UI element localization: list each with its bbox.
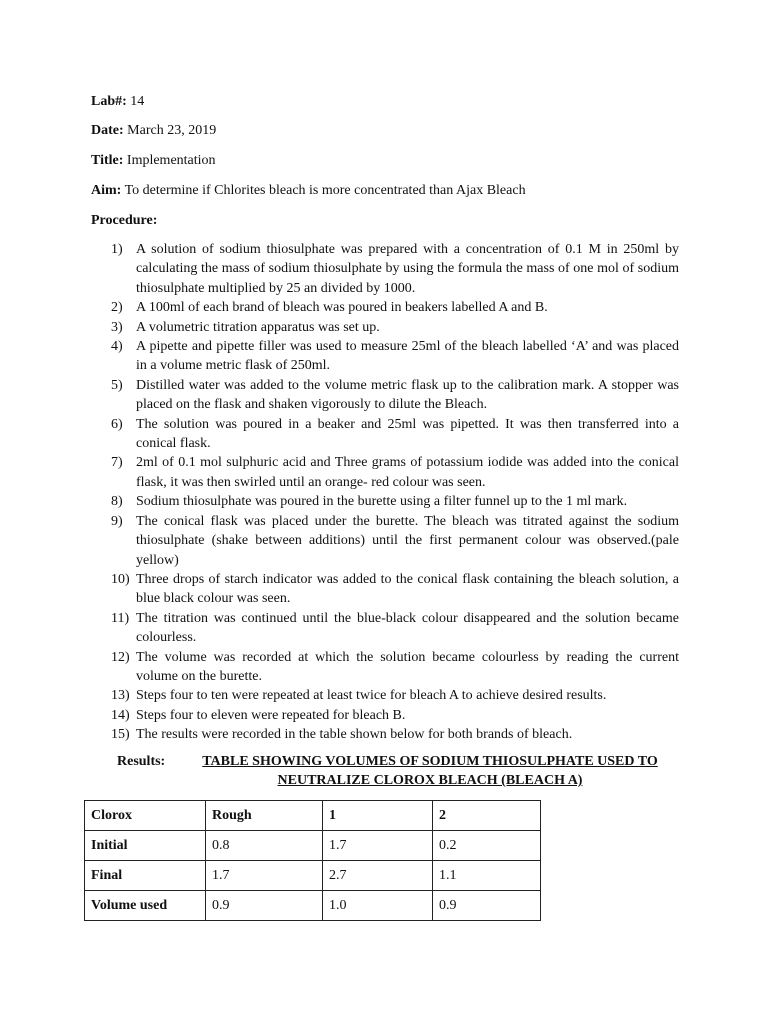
title-value: Implementation [126, 153, 216, 168]
procedure-step [91, 609, 679, 648]
step-text: Three drops of starch indicator was added to the conical flask containing the bleach solution, a blue black colour was seen. [136, 571, 679, 607]
table-cell: 1.7 [206, 861, 323, 891]
results-table [84, 800, 541, 921]
table-cell: 0.2 [433, 831, 541, 861]
step-text: The results were recorded in the table shown below for both brands of bleach. [136, 727, 573, 743]
aim-label: Aim: [91, 183, 122, 198]
table-row [85, 861, 541, 891]
table-cell: 1.0 [323, 891, 433, 921]
table-cell: 2.7 [323, 861, 433, 891]
step-number: 2) [111, 300, 123, 316]
title-line [91, 152, 216, 170]
step-text: Steps four to ten were repeated at least twice for bleach A to achieve desired results. [136, 688, 607, 704]
step-text: The titration was continued until the blue-black colour disappeared and the solution became colourless. [136, 610, 679, 646]
step-number: 13) [111, 688, 130, 704]
procedure-step [91, 648, 679, 687]
results-table-title: TABLE SHOWING VOLUMES OF SODIUM THIOSULPHATE USED TO NEUTRALIZE CLOROX BLEACH (BLEACH A) [202, 754, 658, 788]
step-number: 14) [111, 707, 130, 723]
procedure-step [91, 686, 679, 705]
step-text: 2ml of 0.1 mol sulphuric acid and Three grams of potassium iodide was added into the conical flask, it was then swirled until an orange- red colour was seen. [136, 455, 679, 490]
row-label-cell: Volume used [85, 891, 206, 921]
procedure-step [91, 298, 679, 317]
table-cell: 1.7 [323, 831, 433, 861]
table-cell: 0.8 [206, 831, 323, 861]
procedure-step [91, 492, 679, 511]
table-cell: 0.9 [433, 891, 541, 921]
results-label: Results: [117, 754, 166, 769]
procedure-list [91, 240, 679, 745]
step-text: A solution of sodium thiosulphate was prepared with a concentration of 0.1 M in 250ml by calculating the mass of sodium thiosulphate by using the formula the mass of one mol of sodium thiosulphate multiplied by 25 an divided by 1000. [136, 242, 679, 296]
procedure-step [91, 415, 679, 454]
step-number: 1) [111, 242, 123, 257]
table-header-row [85, 801, 541, 831]
date-label: Date: [91, 123, 124, 138]
lab-label: Lab#: [91, 94, 127, 109]
procedure-label: Procedure: [91, 213, 158, 228]
aim-value: To determine if Chlorites bleach is more concentrated than Ajax Bleach [124, 183, 526, 198]
step-text: The conical flask was placed under the burette. The bleach was titrated against the sodium thiosulphate (shake between additions) until the first permanent colour was observed.(pale yellow) [136, 513, 679, 568]
table-header-cell: 2 [433, 801, 541, 831]
step-text: The solution was poured in a beaker and 25ml was pipetted. It was then transferred into a conical flask. [136, 416, 679, 452]
step-text: A 100ml of each brand of bleach was poured in beakers labelled A and B. [136, 300, 548, 316]
table-row [85, 831, 541, 861]
step-number: 10) [111, 571, 130, 587]
step-text: A pipette and pipette filler was used to measure 25ml of the bleach labelled ‘A’ and was placed in a volume metric flask of 250ml. [136, 339, 679, 374]
procedure-step [91, 725, 679, 744]
step-number: 11) [111, 610, 130, 626]
step-number: 15) [111, 727, 130, 743]
table-header-cell: 1 [323, 801, 433, 831]
step-number: 5) [111, 377, 123, 393]
step-number: 6) [111, 416, 123, 432]
table-cell: 1.1 [433, 861, 541, 891]
procedure-step [91, 318, 679, 337]
step-number: 12) [111, 649, 130, 665]
step-number: 9) [111, 513, 123, 529]
aim-line [91, 182, 526, 200]
table-header-cell: Rough [206, 801, 323, 831]
procedure-step [91, 337, 679, 376]
procedure-step [91, 376, 679, 415]
lab-number-line [91, 93, 144, 111]
title-label: Title: [91, 153, 124, 168]
procedure-step [91, 453, 679, 492]
lab-value: 14 [130, 94, 145, 109]
procedure-step [91, 570, 679, 609]
step-number: 8) [111, 494, 123, 510]
step-text: Sodium thiosulphate was poured in the burette using a filter funnel up to the 1 ml mark. [136, 494, 628, 510]
row-label-cell: Initial [85, 831, 206, 861]
step-number: 4) [111, 339, 123, 355]
procedure-step [91, 512, 679, 570]
step-text: Distilled water was added to the volume metric flask up to the calibration mark. A stopper was placed on the flask and shaken vigorously to dilute the Bleach. [136, 377, 679, 413]
step-text: A volumetric titration apparatus was set up. [136, 319, 380, 335]
procedure-heading [91, 212, 157, 230]
date-value: March 23, 2019 [127, 123, 217, 138]
table-header-cell: Clorox [85, 801, 206, 831]
step-text: Steps four to eleven were repeated for bleach B. [136, 707, 406, 723]
row-label-cell: Final [85, 861, 206, 891]
step-text: The volume was recorded at which the solution became colourless by reading the current volume on the burette. [136, 649, 679, 684]
step-number: 7) [111, 455, 123, 471]
procedure-step [91, 240, 679, 298]
table-cell: 0.9 [206, 891, 323, 921]
step-number: 3) [111, 319, 123, 335]
procedure-step [91, 706, 679, 725]
table-row [85, 891, 541, 921]
date-line [91, 122, 216, 140]
